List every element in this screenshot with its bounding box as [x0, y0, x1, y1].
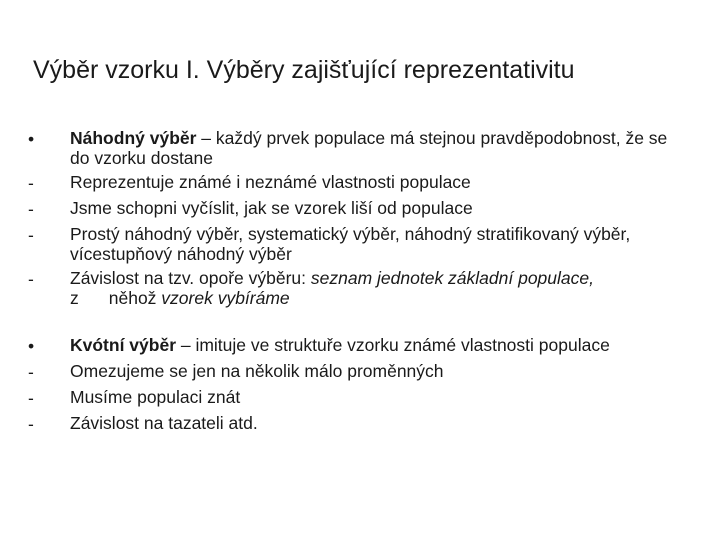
sub-item-text: Reprezentuje známé i neznámé vlastnosti populace [70, 172, 471, 192]
dash-marker: - [28, 388, 34, 408]
bullet-group-quota-sampling [28, 335, 688, 435]
dash-marker: - [28, 269, 34, 289]
bullet-group-random-sampling [28, 128, 688, 308]
sub-item-italic-end: vzorek vybíráme [161, 288, 290, 308]
sub-item [28, 413, 688, 435]
sub-item-text: Musíme populaci znát [70, 387, 241, 407]
sub-item [28, 224, 688, 264]
bullet-marker: • [28, 129, 35, 149]
bullet-heading: Kvótní výběr [70, 335, 176, 355]
sub-item-text: Jsme schopni vyčíslit, jak se vzorek liší od populace [70, 198, 473, 218]
bullet-text [70, 128, 688, 168]
dash-marker: - [28, 225, 34, 245]
sub-item-text: Omezujeme se jen na několik málo proměnných [70, 361, 444, 381]
sub-item [28, 361, 688, 383]
sub-item [28, 387, 688, 409]
bullet-main [28, 128, 688, 168]
sub-item-z: z [70, 288, 79, 308]
bullet-marker: • [28, 336, 35, 356]
sub-item-middle: něhož [108, 288, 162, 308]
dash-marker: - [28, 362, 34, 382]
sub-item-prefix: Závislost na tzv. opoře výběru: [70, 268, 311, 288]
bullet-description: – imituje ve struktuře vzorku známé vlastnosti populace [176, 335, 610, 355]
slide-content [28, 128, 688, 462]
slide-title: Výběr vzorku I. Výběry zajišťující reprezentativitu [33, 56, 575, 84]
bullet-main [28, 335, 688, 357]
dash-marker: - [28, 199, 34, 219]
dash-marker: - [28, 414, 34, 434]
bullet-text [70, 335, 688, 355]
sub-item-italic: seznam jednotek základní populace, [310, 268, 594, 288]
sub-item [28, 268, 688, 308]
sub-item [28, 198, 688, 220]
bullet-heading: Náhodný výběr [70, 128, 197, 148]
sub-item-text [70, 268, 688, 308]
sub-item-text: Závislost na tazateli atd. [70, 413, 258, 433]
dash-marker: - [28, 173, 34, 193]
sub-item [28, 172, 688, 194]
bullet-description: – každý prvek populace má stejnou pravděpodobnost, že se do vzorku dostane [70, 128, 668, 168]
sub-item-text: Prostý náhodný výběr, systematický výběr, náhodný stratifikovaný výběr, vícestupňový náhodný výběr [70, 224, 631, 264]
